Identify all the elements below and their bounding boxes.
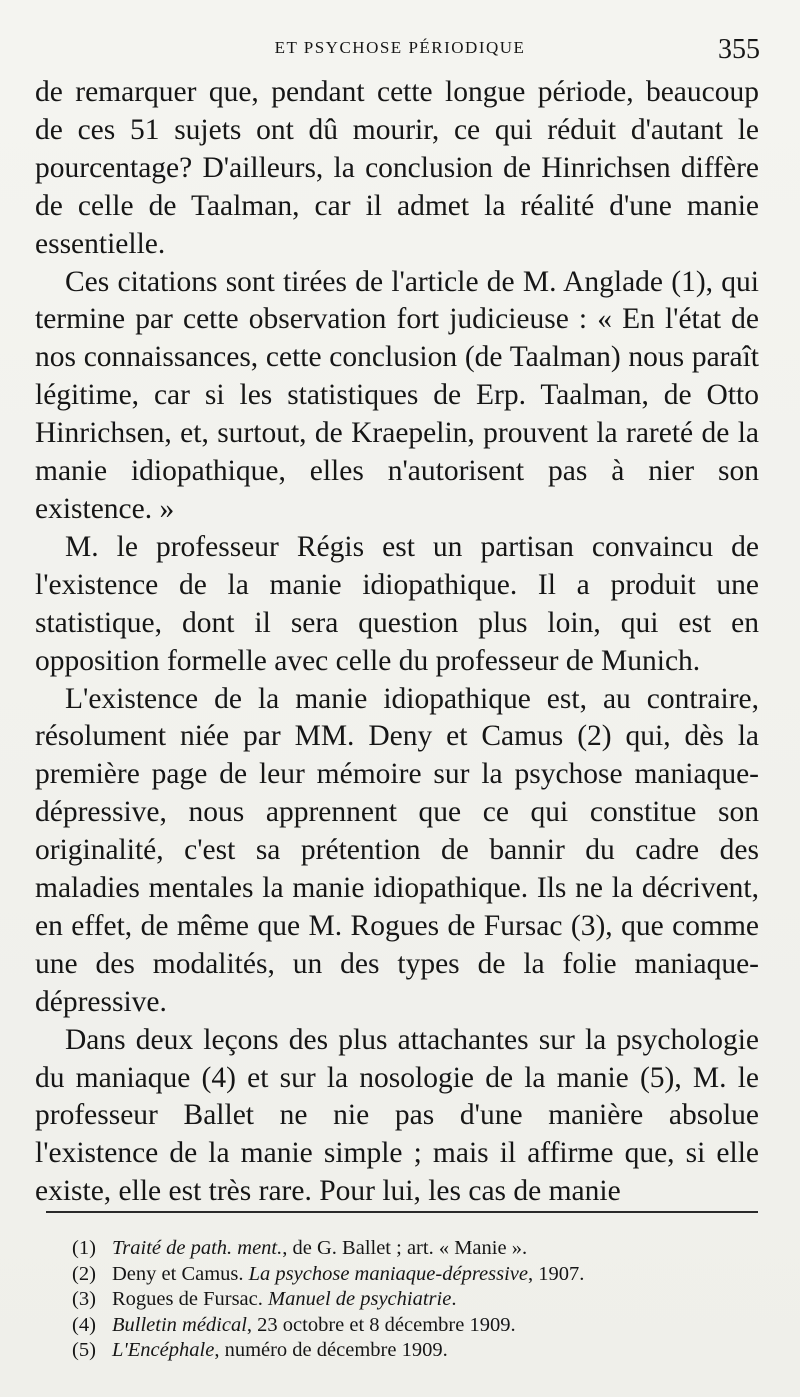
footnotes	[72, 1236, 762, 1364]
footnote-text: , 23 octobre et 8 décembre 1909.	[246, 1313, 516, 1336]
footnote-rule	[46, 1211, 758, 1213]
paragraph-4: L'existence de la manie idiopathique est, au contraire, résolument niée par MM. Deny et Camus (2) qui, dès la première page de leur mémoire sur la psychose maniaque-dépressive, nous apprennent que ce qui constitue son originalité, c'est sa prétention de bannir du cadre des maladies mentales la manie idiopathique. Ils ne la décrivent, en effet, de même que M. Rogues de Fursac (3), que comme une des modalités, un des types de la folie maniaque-dépressive.	[35, 682, 759, 1018]
footnote-text: Deny et Camus.	[112, 1262, 249, 1285]
footnote-italic: La psychose maniaque-dépressive	[248, 1262, 528, 1285]
page-number: 355	[718, 34, 760, 65]
footnote-italic: Manuel de psychiatrie	[268, 1288, 452, 1311]
footnote-number: (1)	[72, 1237, 96, 1259]
footnote-text: , numéro de décembre 1909.	[214, 1339, 448, 1362]
footnote-1	[72, 1236, 762, 1262]
footnote-italic: L'Encéphale	[112, 1339, 215, 1362]
footnote-number: (5)	[72, 1339, 96, 1362]
footnote-text: Rogues de Fursac.	[112, 1288, 269, 1311]
paragraph-2: Ces citations sont tirées de l'article de M. Anglade (1), qui termine par cette observation fort judicieuse : « En l'état de nos connaissances, cette conclusion (de Taalman) nous paraît légitime, car si les statistiques de Erp. Taalman, de Otto Hinrichsen, et, surtout, de Kraepelin, prouvent la rareté de la manie idiopathique, elles n'autorisent pas à nier son existence. »	[35, 265, 759, 525]
footnote-number: (4)	[72, 1313, 96, 1336]
footnote-3	[72, 1287, 762, 1313]
paragraph-5: Dans deux leçons des plus attachantes sur la psychologie du maniaque (4) et sur la nosologie de la manie (5), M. le professeur Ballet ne nie pas d'une manière absolue l'existence de la manie simple ; mais il affirme que, si elle existe, elle est très rare. Pour lui, les cas de manie	[35, 1023, 759, 1208]
footnote-4	[72, 1313, 762, 1339]
running-head	[40, 34, 760, 74]
footnote-text: , de G. Ballet ; art. « Manie ».	[282, 1237, 528, 1259]
footnote-number: (2)	[72, 1262, 96, 1285]
footnote-5	[72, 1338, 762, 1364]
body-text	[35, 74, 759, 1211]
footnote-text: .	[451, 1288, 457, 1311]
paragraph-1: de remarquer que, pendant cette longue période, beaucoup de ces 51 sujets ont dû mourir, ce qui réduit d'autant le pourcentage? D'ailleurs, la conclusion de Hinrichsen diffère de celle de Taalman, car il admet la réalité d'une manie essentielle.	[35, 76, 759, 260]
footnote-italic: Bulletin médical	[112, 1313, 247, 1336]
footnote-text: , 1907.	[528, 1262, 585, 1285]
paragraph-3: M. le professeur Régis est un partisan convaincu de l'existence de la manie idiopathique. Il a produit une statistique, dont il sera question plus loin, qui est en opposition formelle avec celle du professeur de Munich.	[35, 530, 759, 677]
footnote-2	[72, 1262, 762, 1288]
running-title: ET PSYCHOSE PÉRIODIQUE	[274, 38, 526, 57]
footnote-italic: Traité de path. ment.	[112, 1237, 283, 1259]
footnote-number: (3)	[72, 1288, 96, 1311]
